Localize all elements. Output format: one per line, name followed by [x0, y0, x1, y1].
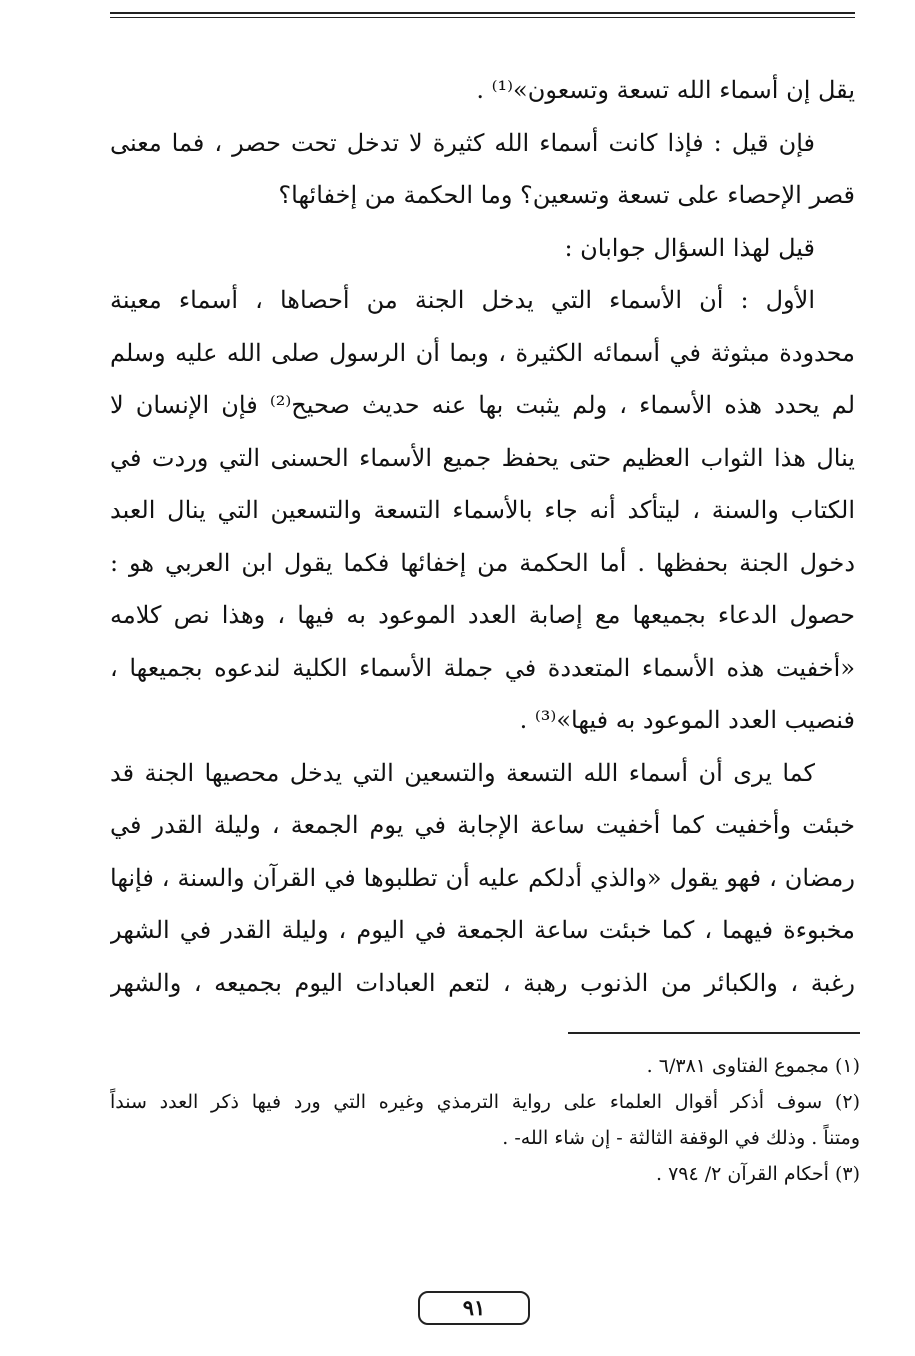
text-line: فإن قيل : فإذا كانت أسماء الله كثيرة لا تدخل تحت حصر ، فما معنى: [110, 128, 815, 157]
text-line: دخول الجنة بحفظها . أما الحكمة من إخفائها فكما يقول ابن العربي هو :: [110, 548, 855, 577]
header-rule-thin: [110, 17, 855, 18]
text-line: محدودة مبثوثة في أسمائه الكثيرة ، وبما أن الرسول صلى الله عليه وسلم: [110, 338, 855, 367]
text-line: رمضان ، فهو يقول «والذي أدلكم عليه أن تطلبوها في القرآن والسنة ، فإنها: [110, 863, 855, 892]
footnote-line: (٢) سوف أذكر أقوال العلماء على رواية الترمذي وغيره التي ورد فيها ذكر العدد سنداً: [110, 1091, 860, 1113]
page-number: ٩١: [418, 1291, 530, 1325]
text-line: كما يرى أن أسماء الله التسعة والتسعين التي يدخل محصيها الجنة قد: [110, 758, 815, 787]
text-line: قيل لهذا السؤال جوابان :: [564, 233, 815, 262]
footnote-line: (١) مجموع الفتاوى ٦/٣٨١ .: [646, 1055, 860, 1077]
footnote-separator: [568, 1032, 860, 1034]
footnotes: [110, 1048, 860, 1192]
text-line: فنصيب العدد الموعود به فيها»⁽³⁾ .: [519, 706, 855, 734]
text-line: رغبة ، والكبائر من الذنوب رهبة ، لتعم العبادات اليوم بجميعه ، والشهر: [110, 968, 855, 997]
text-line: يقل إن أسماء الله تسعة وتسعون»⁽¹⁾ .: [476, 76, 855, 104]
main-text: [110, 64, 855, 1009]
text-line: قصر الإحصاء على تسعة وتسعين؟ وما الحكمة من إخفائها؟: [278, 181, 855, 209]
footnote-line: (٣) أحكام القرآن ٢/ ٧٩٤ .: [655, 1163, 860, 1185]
text-line: حصول الدعاء بجميعها مع إصابة العدد الموعود به فيها ، وهذا نص كلامه: [110, 601, 855, 629]
footnote-line: ومتناً . وذلك في الوقفة الثالثة - إن شاء الله- .: [502, 1127, 860, 1149]
text-line: مخبوءة فيهما ، كما خبئت ساعة الجمعة في اليوم ، وليلة القدر في الشهر: [110, 916, 855, 944]
text-line: لم يحدد هذه الأسماء ، ولم يثبت بها عنه حديث صحيح⁽²⁾ فإن الإنسان لا: [110, 391, 855, 419]
text-line: الأول : أن الأسماء التي يدخل الجنة من أحصاها ، أسماء معينة: [110, 286, 815, 314]
header-rule-thick: [110, 12, 855, 14]
text-line: ينال هذا الثواب العظيم حتى يحفظ جميع الأسماء الحسنى التي وردت في: [110, 443, 855, 472]
text-line: خبئت وأخفيت كما أخفيت ساعة الإجابة في يوم الجمعة ، وليلة القدر في: [110, 811, 855, 839]
text-line: «أخفيت هذه الأسماء المتعددة في جملة الأسماء الكلية لندعوه بجميعها ،: [110, 653, 855, 682]
text-line: الكتاب والسنة ، ليتأكد أنه جاء بالأسماء التسعة والتسعين التي ينال العبد: [110, 496, 855, 524]
